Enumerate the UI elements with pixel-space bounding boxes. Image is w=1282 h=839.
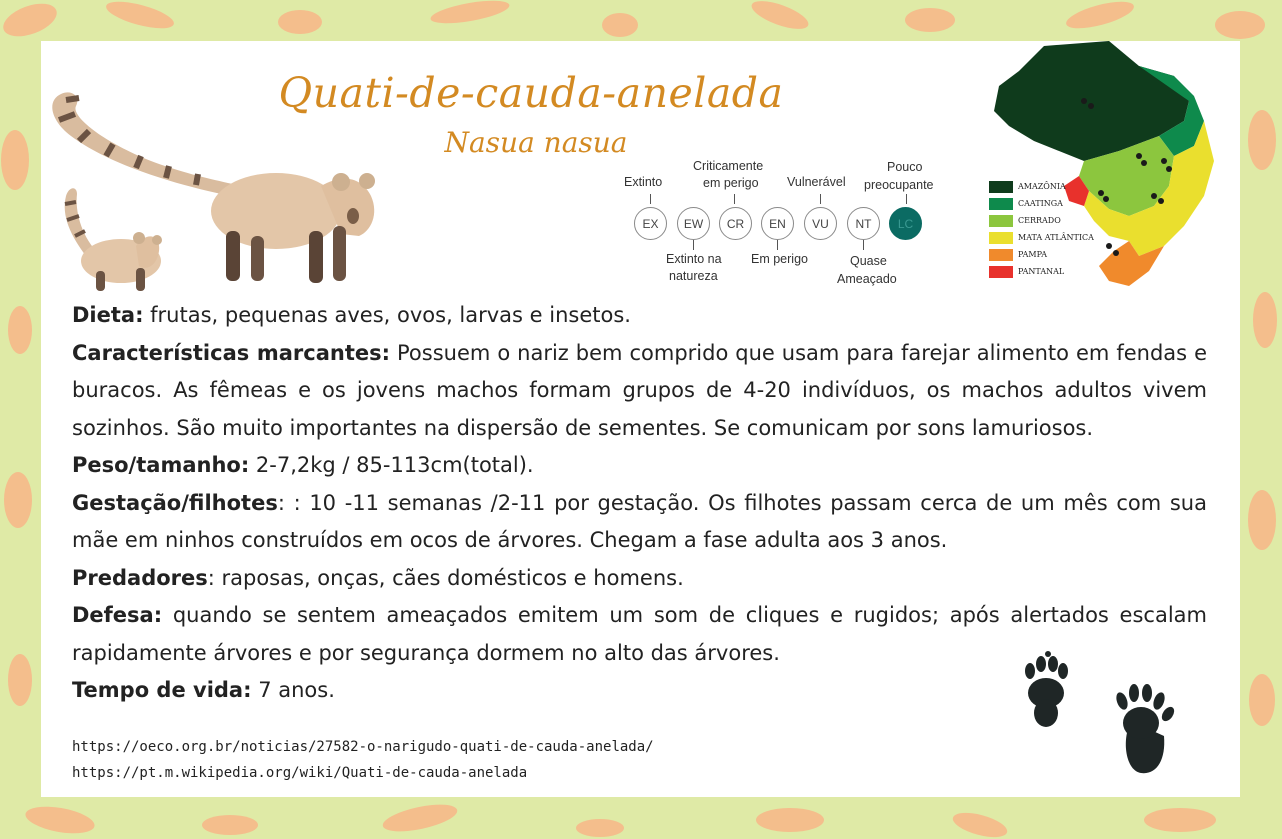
paw-prints-icon: [1016, 651, 1216, 781]
fact-dieta: Dieta: frutas, pequenas aves, ovos, larvas e insetos.: [72, 303, 631, 327]
label-vu: Vulnerável: [787, 175, 846, 189]
fact-tempo-de-vida: Tempo de vida: 7 anos.: [72, 678, 335, 702]
fact-predadores: Predadores: raposas, onças, cães domésticos e homens.: [72, 565, 684, 590]
legend-mata-atlantica: MATA ATLÂNTICA: [989, 232, 1109, 245]
label-lc-2: preocupante: [864, 178, 934, 192]
status-ew: EW: [677, 207, 710, 240]
page-title: Quati-de-cauda-anelada: [278, 69, 784, 117]
legend-pampa: PAMPA: [989, 249, 1109, 262]
label-cr-1: Criticamente: [693, 159, 764, 173]
label-ew-1: Extinto na: [666, 252, 722, 266]
fact-peso: Peso/tamanho: 2-7,2kg / 85-113cm(total).: [72, 453, 534, 477]
label-nt-1: Quase: [850, 254, 887, 268]
legend-caatinga: CAATINGA: [989, 198, 1109, 211]
source-link-1[interactable]: https://oeco.org.br/noticias/27582-o-narigudo-quati-de-cauda-anelada/: [72, 739, 654, 755]
legend-cerrado: CERRADO: [989, 215, 1109, 228]
status-en: EN: [761, 207, 794, 240]
label-nt-2: Ameaçado: [837, 272, 897, 286]
label-lc-1: Pouco: [887, 160, 923, 174]
status-lc-selected: LC: [889, 207, 922, 240]
status-ex: EX: [634, 207, 667, 240]
fact-gestacao: Gestação/filhotes: : 10 -11 semanas /2-11 por gestação. Os filhotes passam cerca de um mês com sua mãe em ninhos construídos em ocos de árvores. Chegam a fase adulta aos 3 anos.: [72, 490, 1207, 552]
fact-caracteristicas: Características marcantes: Possuem o nariz bem comprido que usam para farejar alimento em fendas e buracos. As fêmeas e os jovens machos formam grupos de 4-20 indivíduos, os machos adultos vivem sozinhos. São muito importantes na dispersão de sementes. Se comunicam por sons lamuriosos.: [72, 340, 1208, 440]
source-link-2[interactable]: https://pt.m.wikipedia.org/wiki/Quati-de-cauda-anelada: [72, 765, 528, 781]
status-nt: NT: [847, 207, 880, 240]
fact-defesa: Defesa: quando se sentem ameaçados emitem um som de cliques e rugidos; após alertados escalam rapidamente árvores e por segurança dormem no alto das árvores.: [72, 603, 1207, 665]
status-cr: CR: [719, 207, 752, 240]
info-card: [41, 41, 1240, 797]
facts-section: [72, 297, 1207, 710]
label-en: Em perigo: [751, 252, 808, 266]
label-ex: Extinto: [624, 175, 663, 189]
legend-pantanal: PANTANAL: [989, 266, 1109, 279]
status-vu: VU: [804, 207, 837, 240]
sources: [72, 734, 654, 786]
label-cr-2: em perigo: [703, 176, 759, 190]
legend-amazonia: AMAZÔNIA: [989, 181, 1109, 194]
label-ew-2: natureza: [669, 269, 718, 283]
scientific-name: Nasua nasua: [444, 126, 628, 159]
